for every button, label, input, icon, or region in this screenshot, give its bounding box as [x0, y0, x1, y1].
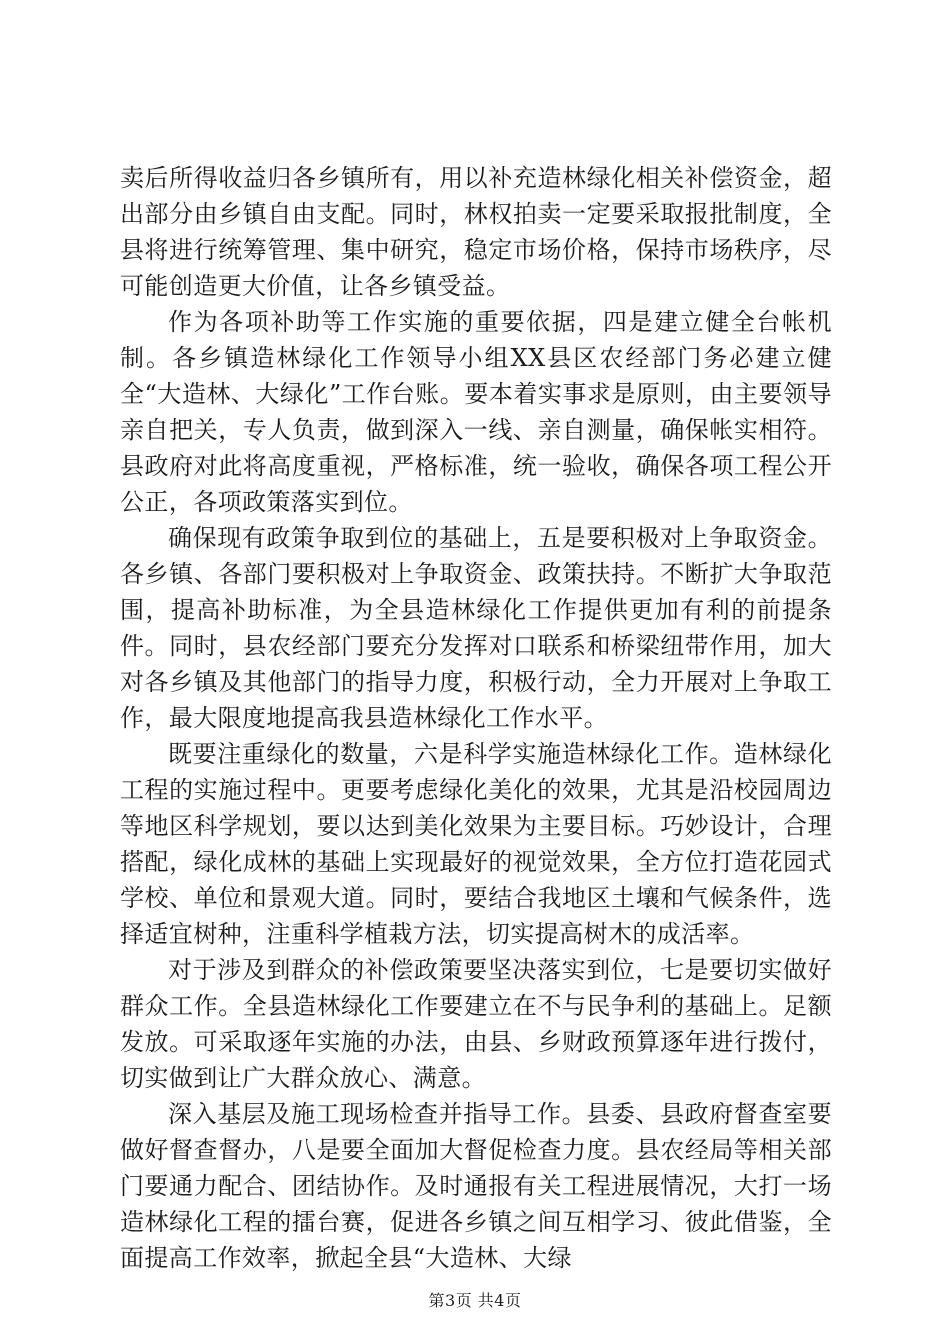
paragraph-3: 确保现有政策争取到位的基础上，五是要积极对上争取资金。各乡镇、各部门要积极对上争取资金、政策扶持。不断扩大争取范围，提高补助标准，为全县造林绿化工作提供更加有利的前提条件。同时，县农经部门要充分发挥对口联系和桥梁纽带作用，加大对各乡镇及其他部门的指导力度，积极行动，全力开展对上争取工作，最大限度地提高我县造林绿化工作水平。 [120, 524, 832, 732]
paragraph-4: 既要注重绿化的数量，六是科学实施造林绿化工作。造林绿化工程的实施过程中。更要考虑绿化美化的效果，尤其是沿校园周边等地区科学规划，要以达到美化效果为主要目标。巧妙设计，合理搭配，绿化成林的基础上实现最好的视觉效果，全方位打造花园式学校、单位和景观大道。同时，要结合我地区土壤和气候条件，选择适宜树种，注重科学植栽方法，切实提高树木的成活率。 [120, 740, 832, 948]
paragraph-5: 对于涉及到群众的补偿政策要坚决落实到位，七是要切实做好群众工作。全县造林绿化工作要建立在不与民争利的基础上。足额发放。可采取逐年实施的办法，由县、乡财政预算逐年进行拨付，切实做到让广大群众放心、满意。 [120, 956, 832, 1092]
paragraph-6: 深入基层及施工现场检查并指导工作。县委、县政府督查室要做好督查督办，八是要全面加大督促检查力度。县农经局等相关部门要通力配合、团结协作。及时通报有关工程进展情况，大打一场造林绿化工程的擂台赛，促进各乡镇之间互相学习、彼此借鉴，全面提高工作效率，掀起全县“大造林、大绿 [120, 1100, 832, 1272]
document-body [120, 160, 832, 1276]
page-number-footer: 第3页 共4页 [428, 1291, 522, 1310]
paragraph-1: 卖后所得收益归各乡镇所有，用以补充造林绿化相关补偿资金，超出部分由乡镇自由支配。同时，林权拍卖一定要采取报批制度，全县将进行统筹管理、集中研究，稳定市场价格，保持市场秩序，尽可能创造更大价值，让各乡镇受益。 [120, 164, 832, 300]
paragraph-2: 作为各项补助等工作实施的重要依据，四是建立健全台帐机制。各乡镇造林绿化工作领导小组XX县区农经部门务必建立健全“大造林、大绿化”工作台账。要本着实事求是原则，由主要领导亲自把关，专人负责，做到深入一线、亲自测量，确保帐实相符。县政府对此将高度重视，严格标准，统一验收，确保各项工程公开公正，各项政策落实到位。 [120, 308, 832, 516]
